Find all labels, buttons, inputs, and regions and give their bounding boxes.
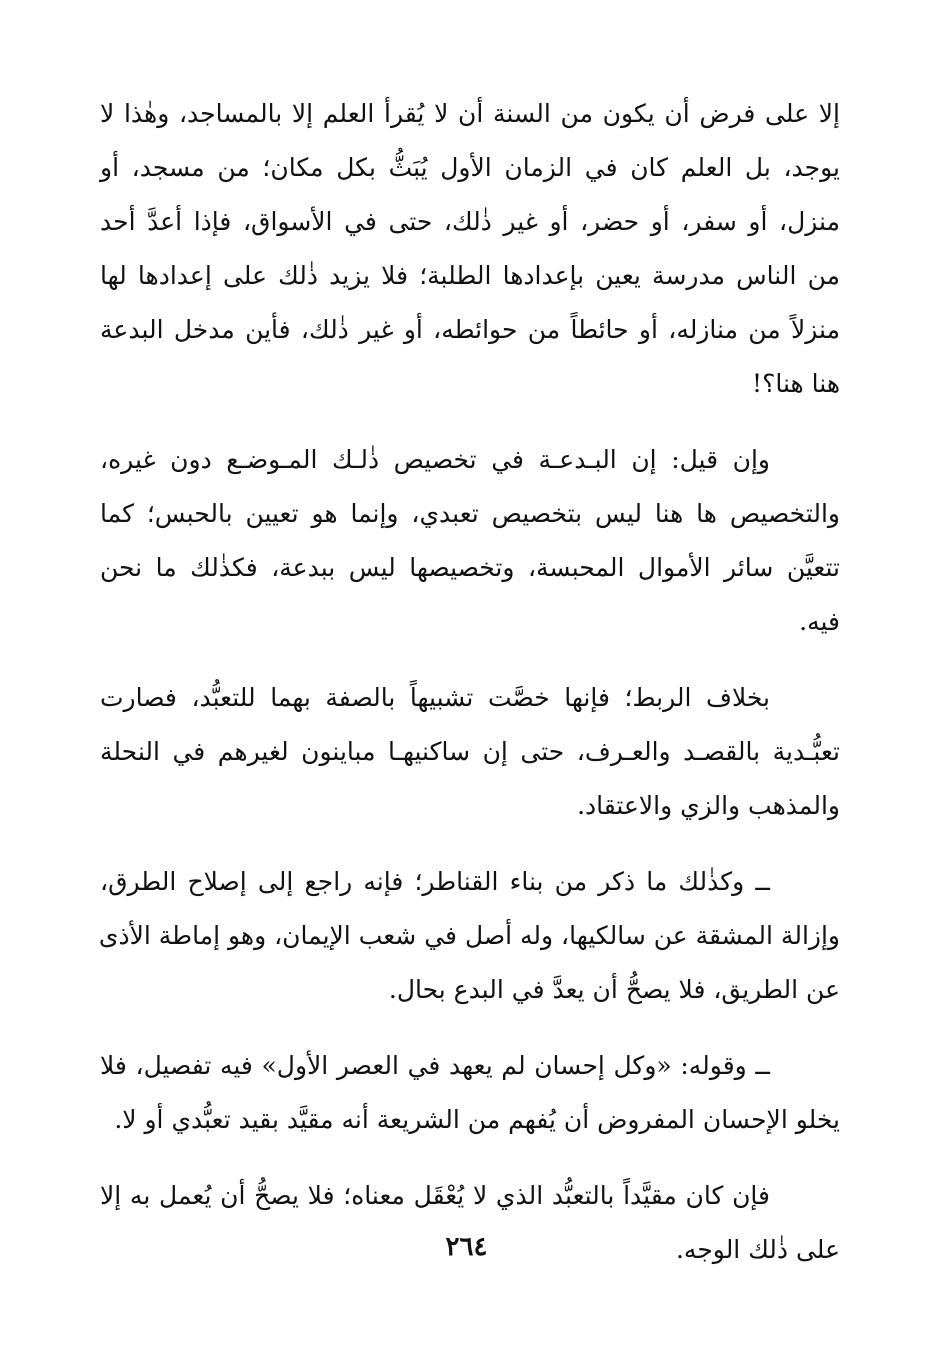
- page-body: [100, 87, 840, 1277]
- paragraph-gap: [100, 649, 840, 671]
- paragraph-gap: [100, 1017, 840, 1039]
- text-line: من الناس مدرسة يعين بإعدادها الطلبة؛ فلا يزيد ذٰلك على إعدادها لها: [100, 261, 840, 290]
- page-number: ٢٦٤: [445, 1232, 488, 1262]
- paragraph-gap: [100, 411, 840, 433]
- text-line: عن الطريق، فلا يصحُّ أن يعدَّ في البدع بحال.: [388, 975, 840, 1004]
- text-line: وإن قيل: إن البـدعـة في تخصيص ذٰلـك المـوضـع دون غيره،: [100, 445, 770, 474]
- paragraph-1: [100, 87, 840, 411]
- text-line: بخلاف الربط؛ فإنها خصَّت تشبيهاً بالصفة بهما للتعبُّد، فصارت: [100, 683, 770, 712]
- paragraph-gap: [100, 1147, 840, 1169]
- text-line: إلا على فرض أن يكون من السنة أن لا يُقرأ العلم إلا بالمساجد، وهٰذا لا: [100, 99, 840, 128]
- text-line: منزلاً من منازله، أو حائطاً من حوائطه، أو غير ذٰلك، فأين مدخل البدعة: [100, 315, 840, 344]
- paragraph-4: [100, 855, 840, 1017]
- paragraph-3: [100, 671, 840, 833]
- text-line: فإن كان مقيَّداً بالتعبُّد الذي لا يُعْقَل معناه؛ فلا يصحُّ أن يُعمل به إلا: [100, 1181, 770, 1210]
- text-line: يوجد، بل العلم كان في الزمان الأول يُبَثُّ بكل مكان؛ من مسجد، أو: [100, 153, 840, 182]
- text-line: تتعيَّن سائر الأموال المحبسة، وتخصيصها ليس ببدعة، فكذٰلك ما نحن: [100, 553, 840, 582]
- text-line: تعبُّـدية بالقصـد والعـرف، حتى إن ساكنيهـا مباينون لغيرهم في النحلة: [100, 737, 840, 766]
- text-line: فيه.: [799, 607, 840, 636]
- text-line: ــ وكذٰلك ما ذكر من بناء القناطر؛ فإنه راجع إلى إصلاح الطرق،: [100, 867, 770, 896]
- paragraph-5: [100, 1039, 840, 1147]
- text-line: منزل، أو سفر، أو حضر، أو غير ذٰلك، حتى في الأسواق، فإذا أعدَّ أحد: [100, 207, 840, 236]
- text-line: هنا هنا؟!: [752, 369, 840, 398]
- text-line: وإزالة المشقة عن سالكيها، وله أصل في شعب الإيمان، وهو إماطة الأذى: [98, 921, 840, 950]
- text-line: يخلو الإحسان المفروض أن يُفهم من الشريعة أنه مقيَّد بقيد تعبُّدي أو لا.: [114, 1105, 840, 1134]
- paragraph-gap: [100, 833, 840, 855]
- text-line: والتخصيص ها هنا ليس بتخصيص تعبدي، وإنما هو تعيين بالحبس؛ كما: [100, 499, 840, 528]
- text-line: والمذهب والزي والاعتقاد.: [577, 791, 840, 820]
- text-line: ــ وقوله: «وكل إحسان لم يعهد في العصر الأول» فيه تفصيل، فلا: [100, 1051, 770, 1080]
- text-line: على ذٰلك الوجه.: [675, 1235, 840, 1264]
- paragraph-2: [100, 433, 840, 649]
